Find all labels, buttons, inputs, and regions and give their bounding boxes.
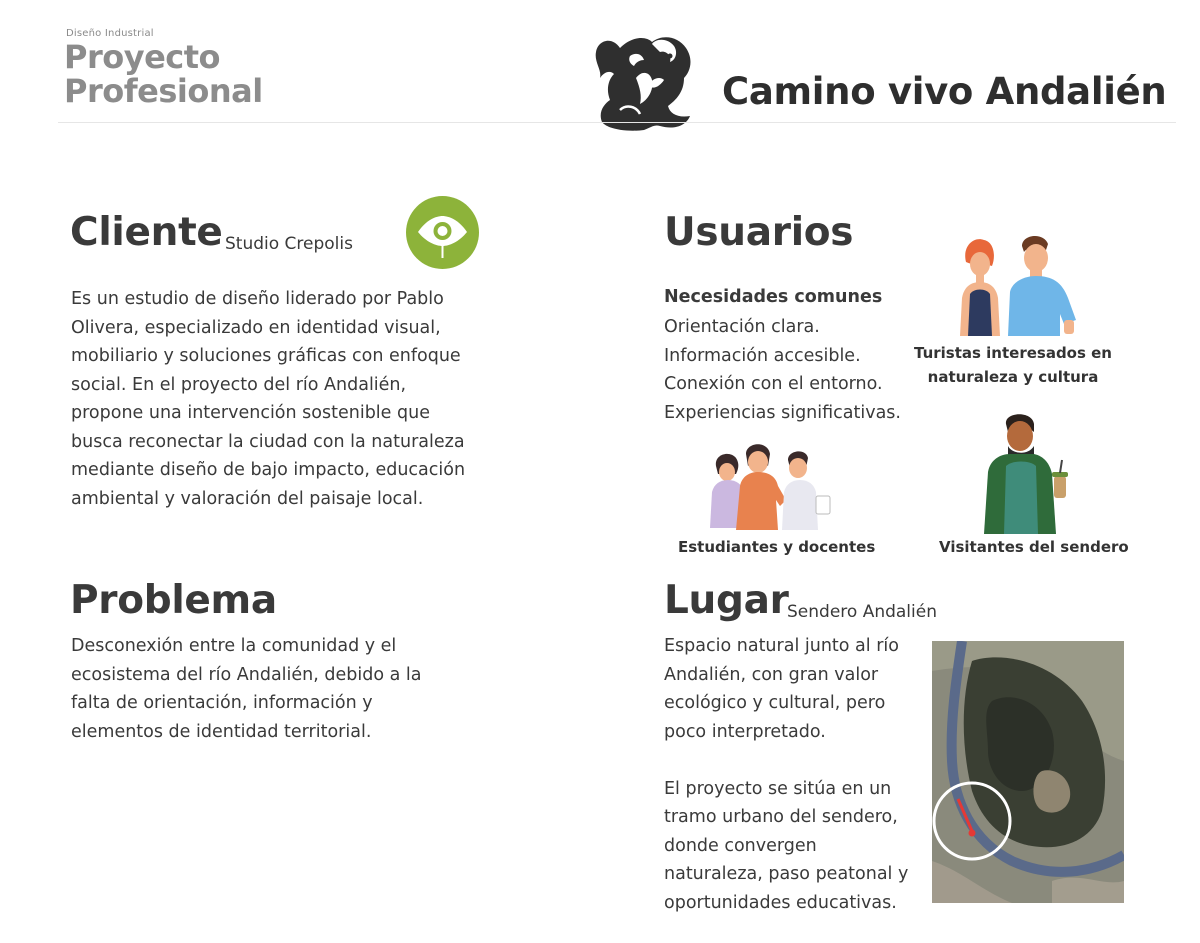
lugar-heading: Lugar xyxy=(664,578,789,623)
problema-description: Desconexión entre la comunidad y el ecosistema del río Andalién, debido a la falta de orientación, información y elementos de identidad territorial. xyxy=(71,636,422,742)
needs-heading: Necesidades comunes xyxy=(664,287,883,307)
needs-list xyxy=(664,313,901,427)
students-illustration xyxy=(706,440,834,532)
usuarios-heading: Usuarios xyxy=(664,210,854,255)
page-title: Camino vivo Andalién xyxy=(722,70,1167,113)
list-item: Conexión con el entorno. xyxy=(664,374,883,394)
tourists-illustration xyxy=(952,228,1082,338)
problema-heading: Problema xyxy=(70,578,277,623)
cliente-subtitle: Studio Crepolis xyxy=(225,234,353,254)
header-divider xyxy=(58,122,1176,123)
cliente-heading: Cliente xyxy=(70,210,223,255)
tourists-caption: Turistas interesados en naturaleza y cultura xyxy=(913,344,1112,386)
students-caption: Estudiantes y docentes xyxy=(678,538,876,556)
brand-title xyxy=(64,40,263,108)
course-label: Diseño Industrial xyxy=(66,28,154,39)
brand-line-2: Profesional xyxy=(64,72,263,110)
cliente-description: Es un estudio de diseño liderado por Pablo Olivera, especializado en identidad visual, mobiliario y soluciones gráficas con enfoque social. En el proyecto del río Andalién, propone una intervención sostenible que busca reconectar la ciudad con la naturaleza mediante diseño de bajo impacto, educación ambiental y valoración del paisaje local. xyxy=(71,289,466,509)
lugar-subtitle: Sendero Andalién xyxy=(787,602,937,622)
satellite-map xyxy=(932,641,1124,903)
list-item: Información accesible. xyxy=(664,345,861,366)
brand-line-1: Proyecto xyxy=(64,38,221,76)
visitor-caption: Visitantes del sendero xyxy=(939,538,1129,556)
studio-crepolis-logo xyxy=(406,196,479,269)
lion-icon xyxy=(590,30,700,134)
lugar-description: Espacio natural junto al río Andalién, con gran valor ecológico y cultural, pero poco interpretado. El proyecto se sitúa en un tramo urbano del sendero, donde convergen naturaleza, paso peatonal y oportunidades educativas. xyxy=(664,636,909,913)
list-item: Experiencias significativas. xyxy=(664,402,901,423)
list-item: Orientación clara. xyxy=(664,317,820,337)
visitor-illustration xyxy=(978,410,1078,534)
